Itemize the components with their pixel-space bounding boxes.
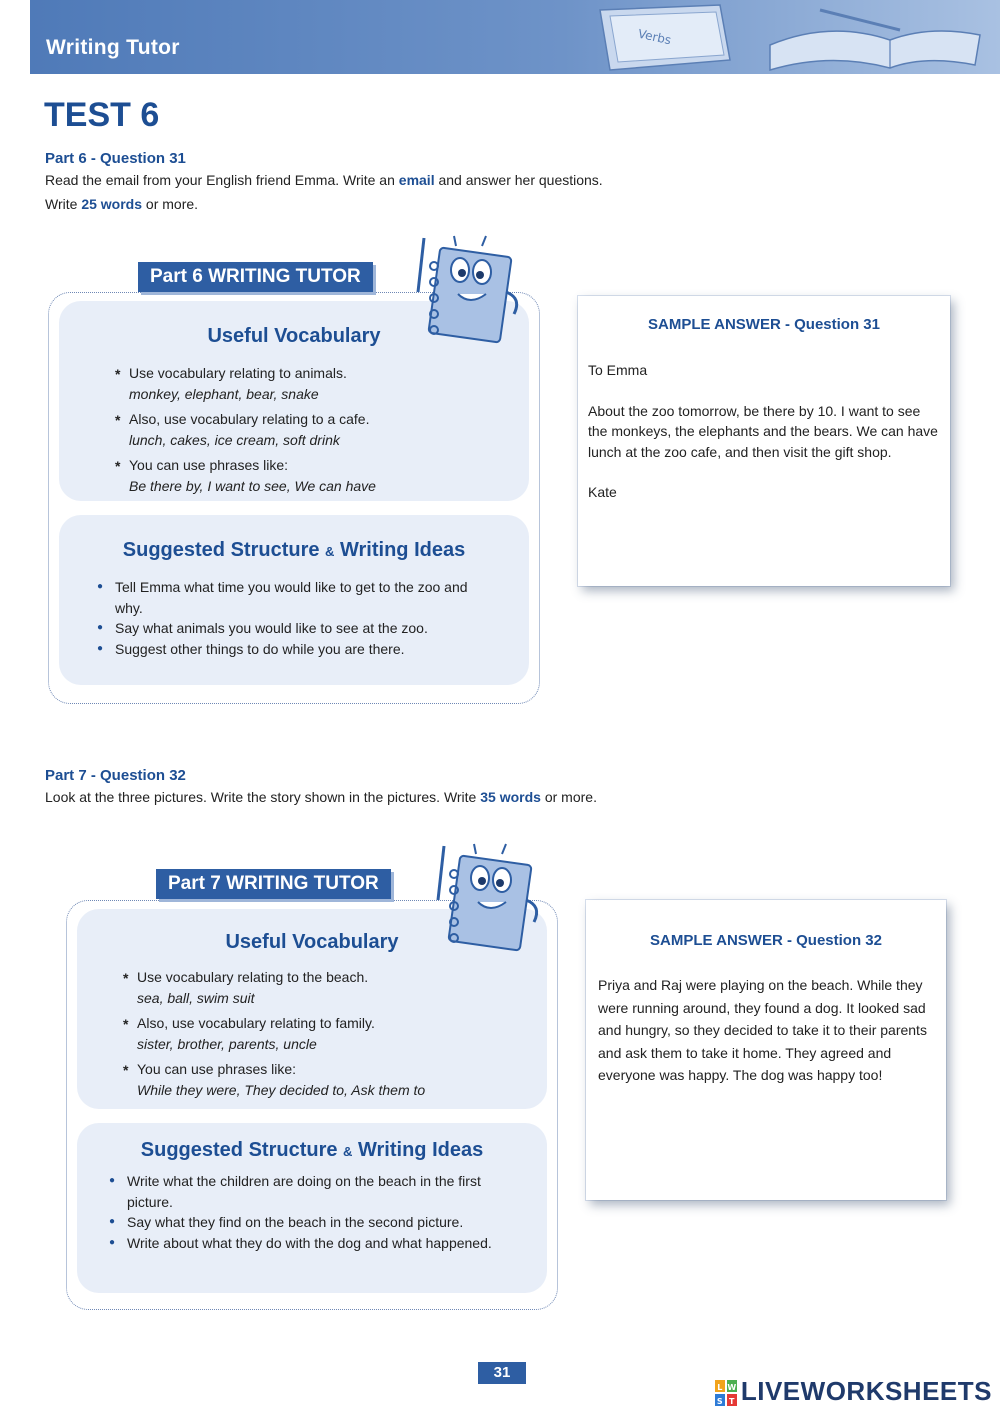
vocab-examples: Be there by, I want to see, We can have — [129, 478, 376, 494]
structure-title-text: Suggested Structure — [122, 539, 320, 561]
ideas-list — [109, 1171, 519, 1253]
q32-text: or more. — [540, 789, 597, 805]
vocab-tip: Use vocabulary relating to the beach. — [137, 969, 369, 985]
verbs-book-label: Verbs — [636, 26, 673, 48]
ideas-list — [97, 577, 497, 659]
q32-text: Look at the three pictures. Write the story shown in the pictures. Write — [45, 789, 481, 805]
list-item — [123, 1059, 533, 1101]
list-item — [123, 1013, 533, 1055]
q32-bold: 35 words — [480, 789, 541, 805]
q31-text: or more. — [142, 196, 199, 212]
sample-greeting: To Emma — [588, 362, 648, 378]
sample-answer-heading: SAMPLE ANSWER - Question 32 — [650, 932, 882, 949]
page-number: 31 — [478, 1362, 526, 1384]
sample-paragraph: About the zoo tomorrow, be there by 10. I want to see the monkeys, the elephants and the bears. We can have lunch at the zoo cafe, and then visit the gift shop. — [588, 402, 938, 460]
q31-text: Write — [45, 196, 82, 212]
notebook-mascot-icon — [430, 840, 550, 952]
page-header — [30, 0, 1000, 74]
vocab-examples: While they were, They decided to, Ask them to — [137, 1082, 426, 1098]
vocab-examples: sea, ball, swim suit — [137, 990, 255, 1006]
structure-title-text: Suggested Structure — [140, 1139, 338, 1161]
header-title: Writing Tutor — [46, 36, 180, 59]
brand-name: LIVEWORKSHEETS — [740, 1376, 992, 1406]
logo-letter: W — [727, 1383, 737, 1393]
liveworksheets-logo-icon — [715, 1380, 737, 1406]
suggested-structure-title — [77, 1139, 547, 1162]
logo-letter: S — [716, 1397, 723, 1407]
ampersand: & — [325, 544, 335, 559]
logo-letter: T — [728, 1397, 735, 1407]
writing-tutor-box-part7 — [66, 900, 558, 1310]
sample-answer-card-32 — [586, 900, 946, 1200]
ampersand: & — [343, 1144, 353, 1159]
q31-text: and answer her questions. — [434, 172, 603, 188]
notebook-mascot-icon — [410, 232, 530, 344]
question-32-heading: Part 7 - Question 32 — [45, 767, 186, 784]
sample-answer-text — [598, 974, 934, 1107]
vocab-tip: You can use phrases like: — [129, 457, 289, 473]
suggested-structure-title — [59, 539, 529, 562]
list-item — [115, 455, 515, 497]
q31-bold: email — [398, 172, 435, 188]
question-31-word-count — [45, 196, 198, 212]
list-item: ● Suggest other things to do while you are there. — [97, 639, 497, 660]
structure-title-text: Writing Ideas — [340, 539, 466, 561]
structure-title-text: Writing Ideas — [358, 1139, 484, 1161]
list-item — [123, 967, 533, 1009]
suggested-structure-panel — [77, 1123, 547, 1293]
vocabulary-list — [115, 363, 515, 501]
sample-answer-card-31 — [578, 296, 950, 586]
vocab-examples: monkey, elephant, bear, snake — [129, 386, 319, 402]
test-title: TEST 6 — [44, 96, 160, 134]
vocab-examples: lunch, cakes, ice cream, soft drink — [129, 432, 340, 448]
writing-tutor-box-part6 — [48, 292, 540, 704]
question-31-heading: Part 6 - Question 31 — [45, 150, 186, 167]
useful-vocabulary-title: Useful Vocabulary — [207, 325, 381, 347]
list-item: ● Write about what they do with the dog and what happened. — [109, 1233, 519, 1254]
vocab-tip: You can use phrases like: — [137, 1061, 297, 1077]
q31-bold: 25 words — [81, 196, 143, 212]
list-item: ● Say what animals you would like to see at the zoo. — [97, 618, 497, 639]
list-item — [115, 363, 515, 405]
question-32-instruction — [45, 789, 597, 805]
vocabulary-list — [123, 967, 533, 1105]
sample-answer-text — [588, 360, 940, 523]
suggested-structure-panel — [59, 515, 529, 685]
vocab-examples: sister, brother, parents, uncle — [137, 1036, 317, 1052]
liveworksheets-logo — [715, 1376, 992, 1410]
vocab-tip: Also, use vocabulary relating to a cafe. — [129, 411, 370, 427]
useful-vocabulary-title: Useful Vocabulary — [225, 931, 399, 953]
writing-tutor-banner: Part 6 WRITING TUTOR — [138, 262, 373, 292]
list-item: ● Tell Emma what time you would like to get to the zoo and why. — [97, 577, 497, 618]
list-item: ● Write what the children are doing on the beach in the first picture. — [109, 1171, 519, 1212]
question-31-instruction — [45, 172, 603, 188]
logo-letter: L — [717, 1383, 723, 1393]
writing-tutor-banner: Part 7 WRITING TUTOR — [156, 869, 391, 899]
books-illustration — [570, 0, 1000, 74]
q31-text: Read the email from your English friend Emma. Write an — [45, 172, 399, 188]
list-item — [115, 409, 515, 451]
sample-signoff: Kate — [588, 484, 617, 500]
vocab-tip: Use vocabulary relating to animals. — [129, 365, 347, 381]
vocab-tip: Also, use vocabulary relating to family. — [137, 1015, 375, 1031]
sample-answer-heading: SAMPLE ANSWER - Question 31 — [648, 316, 880, 333]
list-item: ● Say what they find on the beach in the second picture. — [109, 1212, 519, 1233]
sample-paragraph: Priya and Raj were playing on the beach. While they were running around, they found a dog. It looked sad and hungry, so they decided to take it to their parents and ask them to take it home. They agreed and everyone was happy. The dog was happy too! — [598, 977, 927, 1083]
